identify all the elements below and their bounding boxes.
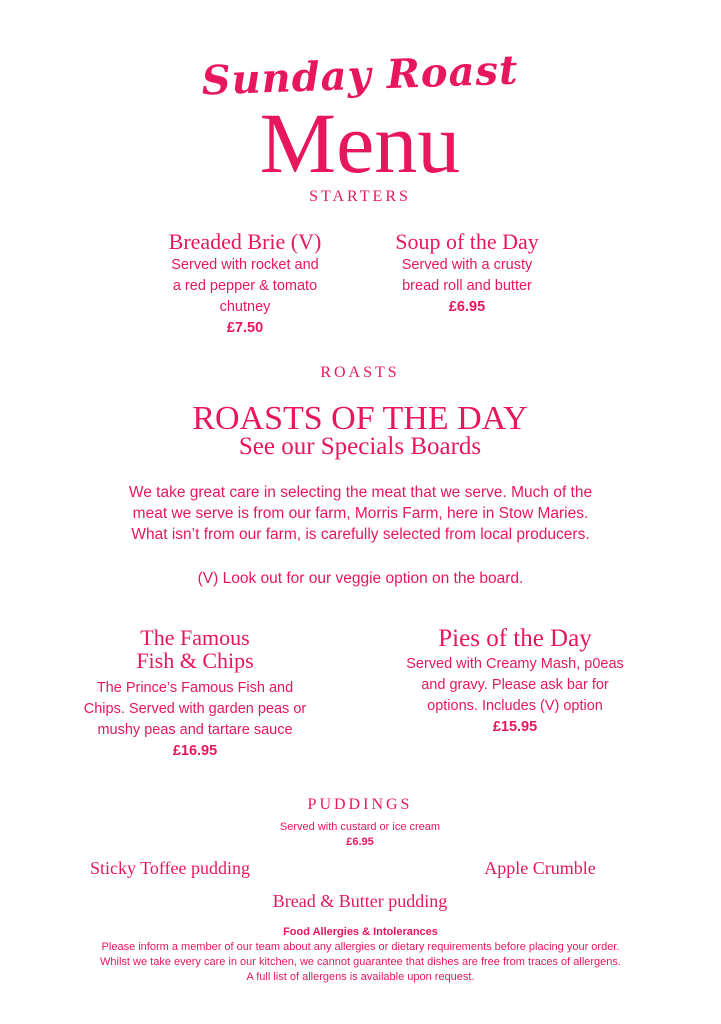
- puddings-price: £6.95: [346, 836, 374, 848]
- dish-description: The Prince’s Famous Fish and Chips. Served with garden peas or mushy peas and tartare sauce: [83, 680, 307, 739]
- menu-title: Menu: [259, 95, 461, 191]
- starters-heading: STARTERS: [309, 188, 411, 205]
- allergen-line: A full list of allergens is available upon request.: [246, 971, 475, 983]
- allergen-info: [20, 925, 701, 985]
- roasts-title: ROASTS OF THE DAY: [192, 400, 528, 437]
- dish-name: Soup of the Day: [395, 229, 539, 254]
- dish-price: £7.50: [226, 320, 264, 337]
- pudding-apple-crumble: Apple Crumble: [484, 858, 596, 878]
- dish-name: Pies of the Day: [438, 625, 592, 652]
- script-title: Sunday Roast: [200, 46, 520, 105]
- dish-price: £6.95: [448, 299, 486, 316]
- roasts-description: We take great care in selecting the meat that we serve. Much of the meat we serve is from our farm, Morris Farm, here in Stow Maries. What isn’t from our farm, is carefully selected from local producers.: [128, 484, 593, 543]
- starter-item-soup: [362, 230, 572, 318]
- dish-price: £16.95: [172, 743, 218, 760]
- roasts-heading: ROASTS: [320, 364, 400, 381]
- dish-description: Served with a crusty bread roll and butter: [401, 257, 533, 295]
- dish-description: Served with rocket and a red pepper & tomato chutney: [171, 257, 319, 316]
- dish-name: The Famous Fish & Chips: [136, 625, 254, 674]
- veggie-note: (V) Look out for our veggie option on the board.: [197, 570, 524, 587]
- pudding-bread-butter: Bread & Butter pudding: [272, 891, 448, 911]
- main-item-pies: [380, 626, 650, 738]
- pudding-sticky-toffee: Sticky Toffee pudding: [89, 858, 251, 878]
- allergen-line: Whilst we take every care in our kitchen, we cannot guarantee that dishes are free from traces of allergens.: [100, 956, 621, 968]
- dish-name: Breaded Brie (V): [168, 229, 322, 254]
- allergen-title: Food Allergies & Intolerances: [283, 926, 438, 938]
- puddings-note: Served with custard or ice cream: [279, 821, 441, 833]
- puddings-heading: PUDDINGS: [307, 796, 413, 813]
- starter-item-brie: [135, 230, 355, 339]
- allergen-line: Please inform a member of our team about any allergies or dietary requirements before placing your order.: [101, 941, 620, 953]
- main-item-fish-chips: [60, 626, 330, 762]
- dish-description: Served with Creamy Mash, p0eas and gravy. Please ask bar for options. Includes (V) option: [406, 656, 624, 715]
- dish-price: £15.95: [492, 719, 538, 736]
- roasts-subtitle: See our Specials Boards: [238, 433, 482, 460]
